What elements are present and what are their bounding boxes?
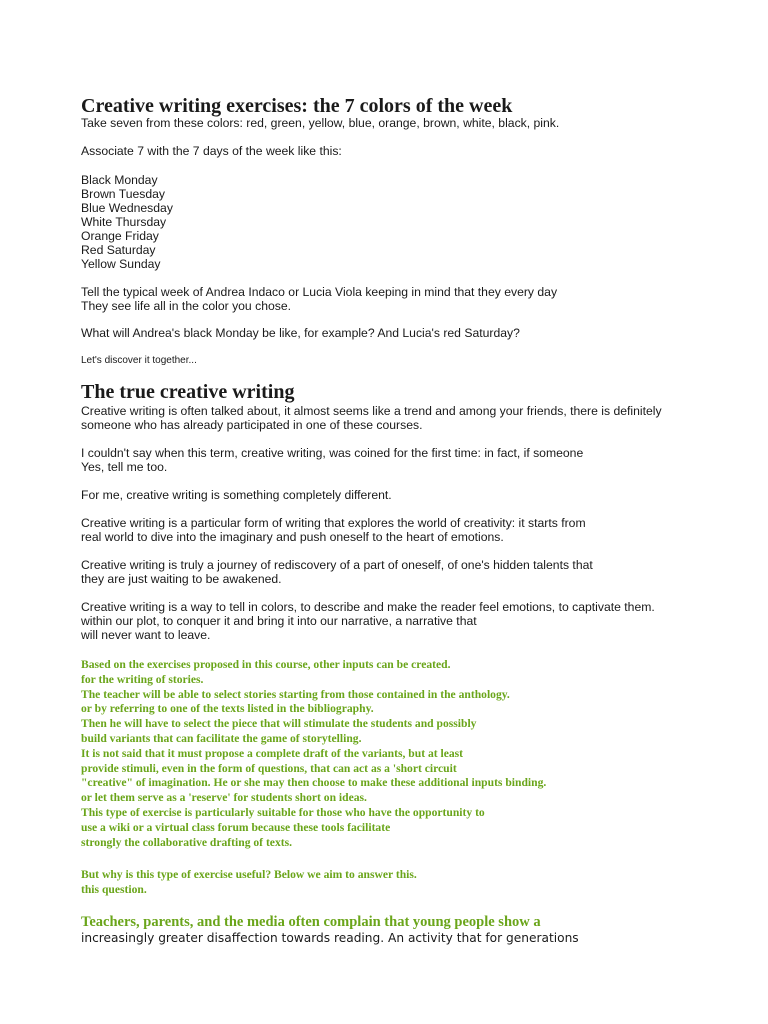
list-item: Blue Wednesday: [81, 201, 173, 215]
question-paragraph: What will Andrea's black Monday be like, for example? And Lucia's red Saturday?: [81, 326, 520, 340]
list-item: Yellow Sunday: [81, 257, 161, 271]
list-item: Orange Friday: [81, 229, 159, 243]
green-paragraph: Based on the exercises proposed in this course, other inputs can be created. for the writing of stories. The teacher will be able to select stories starting from those contained in the anthology. or by referring to one of the texts listed in the bibliography. Then he will have to select the piece that will stimulate the students and possibly build variants that can facilitate the game of storytelling. It is not said that it must propose a complete draft of the variants, but at least provide stimuli, even in the form of questions, that can act as a 'short circuit "creative" of imagination. He or she may then choose to make these additional inputs binding. or let them serve as a 'reserve' for students short on ideas. This type of exercise is particularly suitable for those who have the opportunity to use a wiki or a virtual class forum because these tools facilitate strongly the collaborative drafting of texts.: [81, 658, 547, 849]
list-item: Red Saturday: [81, 243, 156, 257]
body-paragraph: Creative writing is a particular form of writing that explores the world of creativity: it starts from real world to dive into the imaginary and push oneself to the heart of emotions.: [81, 516, 586, 544]
list-item: Brown Tuesday: [81, 187, 166, 201]
list-item: Black Monday: [81, 173, 158, 187]
body-paragraph: Creative writing is truly a journey of rediscovery of a part of oneself, of one's hidden talents that they are just waiting to be awakened.: [81, 558, 593, 586]
body-paragraph: Creative writing is a way to tell in colors, to describe and make the reader feel emotions, to captivate them. within our plot, to conquer it and bring it into our narrative, a narrative that will never want to leave.: [81, 600, 655, 642]
intro-paragraph: Take seven from these colors: red, green, yellow, blue, orange, brown, white, black, pink.: [81, 116, 560, 130]
body-paragraph: I couldn't say when this term, creative writing, was coined for the first time: in fact, if someone Yes, tell me too.: [81, 446, 584, 474]
section-heading: The true creative writing: [81, 381, 295, 403]
green-heading: Teachers, parents, and the media often complain that young people show a: [81, 914, 541, 930]
discover-note: Let's discover it together...: [81, 355, 197, 366]
tell-paragraph: Tell the typical week of Andrea Indaco or Lucia Viola keeping in mind that they every day They see life all in the color you chose.: [81, 285, 558, 313]
page-title: Creative writing exercises: the 7 colors of the week: [81, 95, 513, 117]
body-paragraph: For me, creative writing is something completely different.: [81, 488, 392, 502]
list-item: White Thursday: [81, 215, 167, 229]
green-question-paragraph: But why is this type of exercise useful? Below we aim to answer this. this question.: [81, 868, 417, 896]
days-list: [81, 173, 173, 271]
body-paragraph: Creative writing is often talked about, it almost seems like a trend and among your friends, there is definitely someone who has already participated in one of these courses.: [81, 404, 662, 432]
associate-paragraph: Associate 7 with the 7 days of the week like this:: [81, 144, 342, 158]
closing-line: increasingly greater disaffection towards reading. An activity that for generations: [81, 931, 579, 945]
